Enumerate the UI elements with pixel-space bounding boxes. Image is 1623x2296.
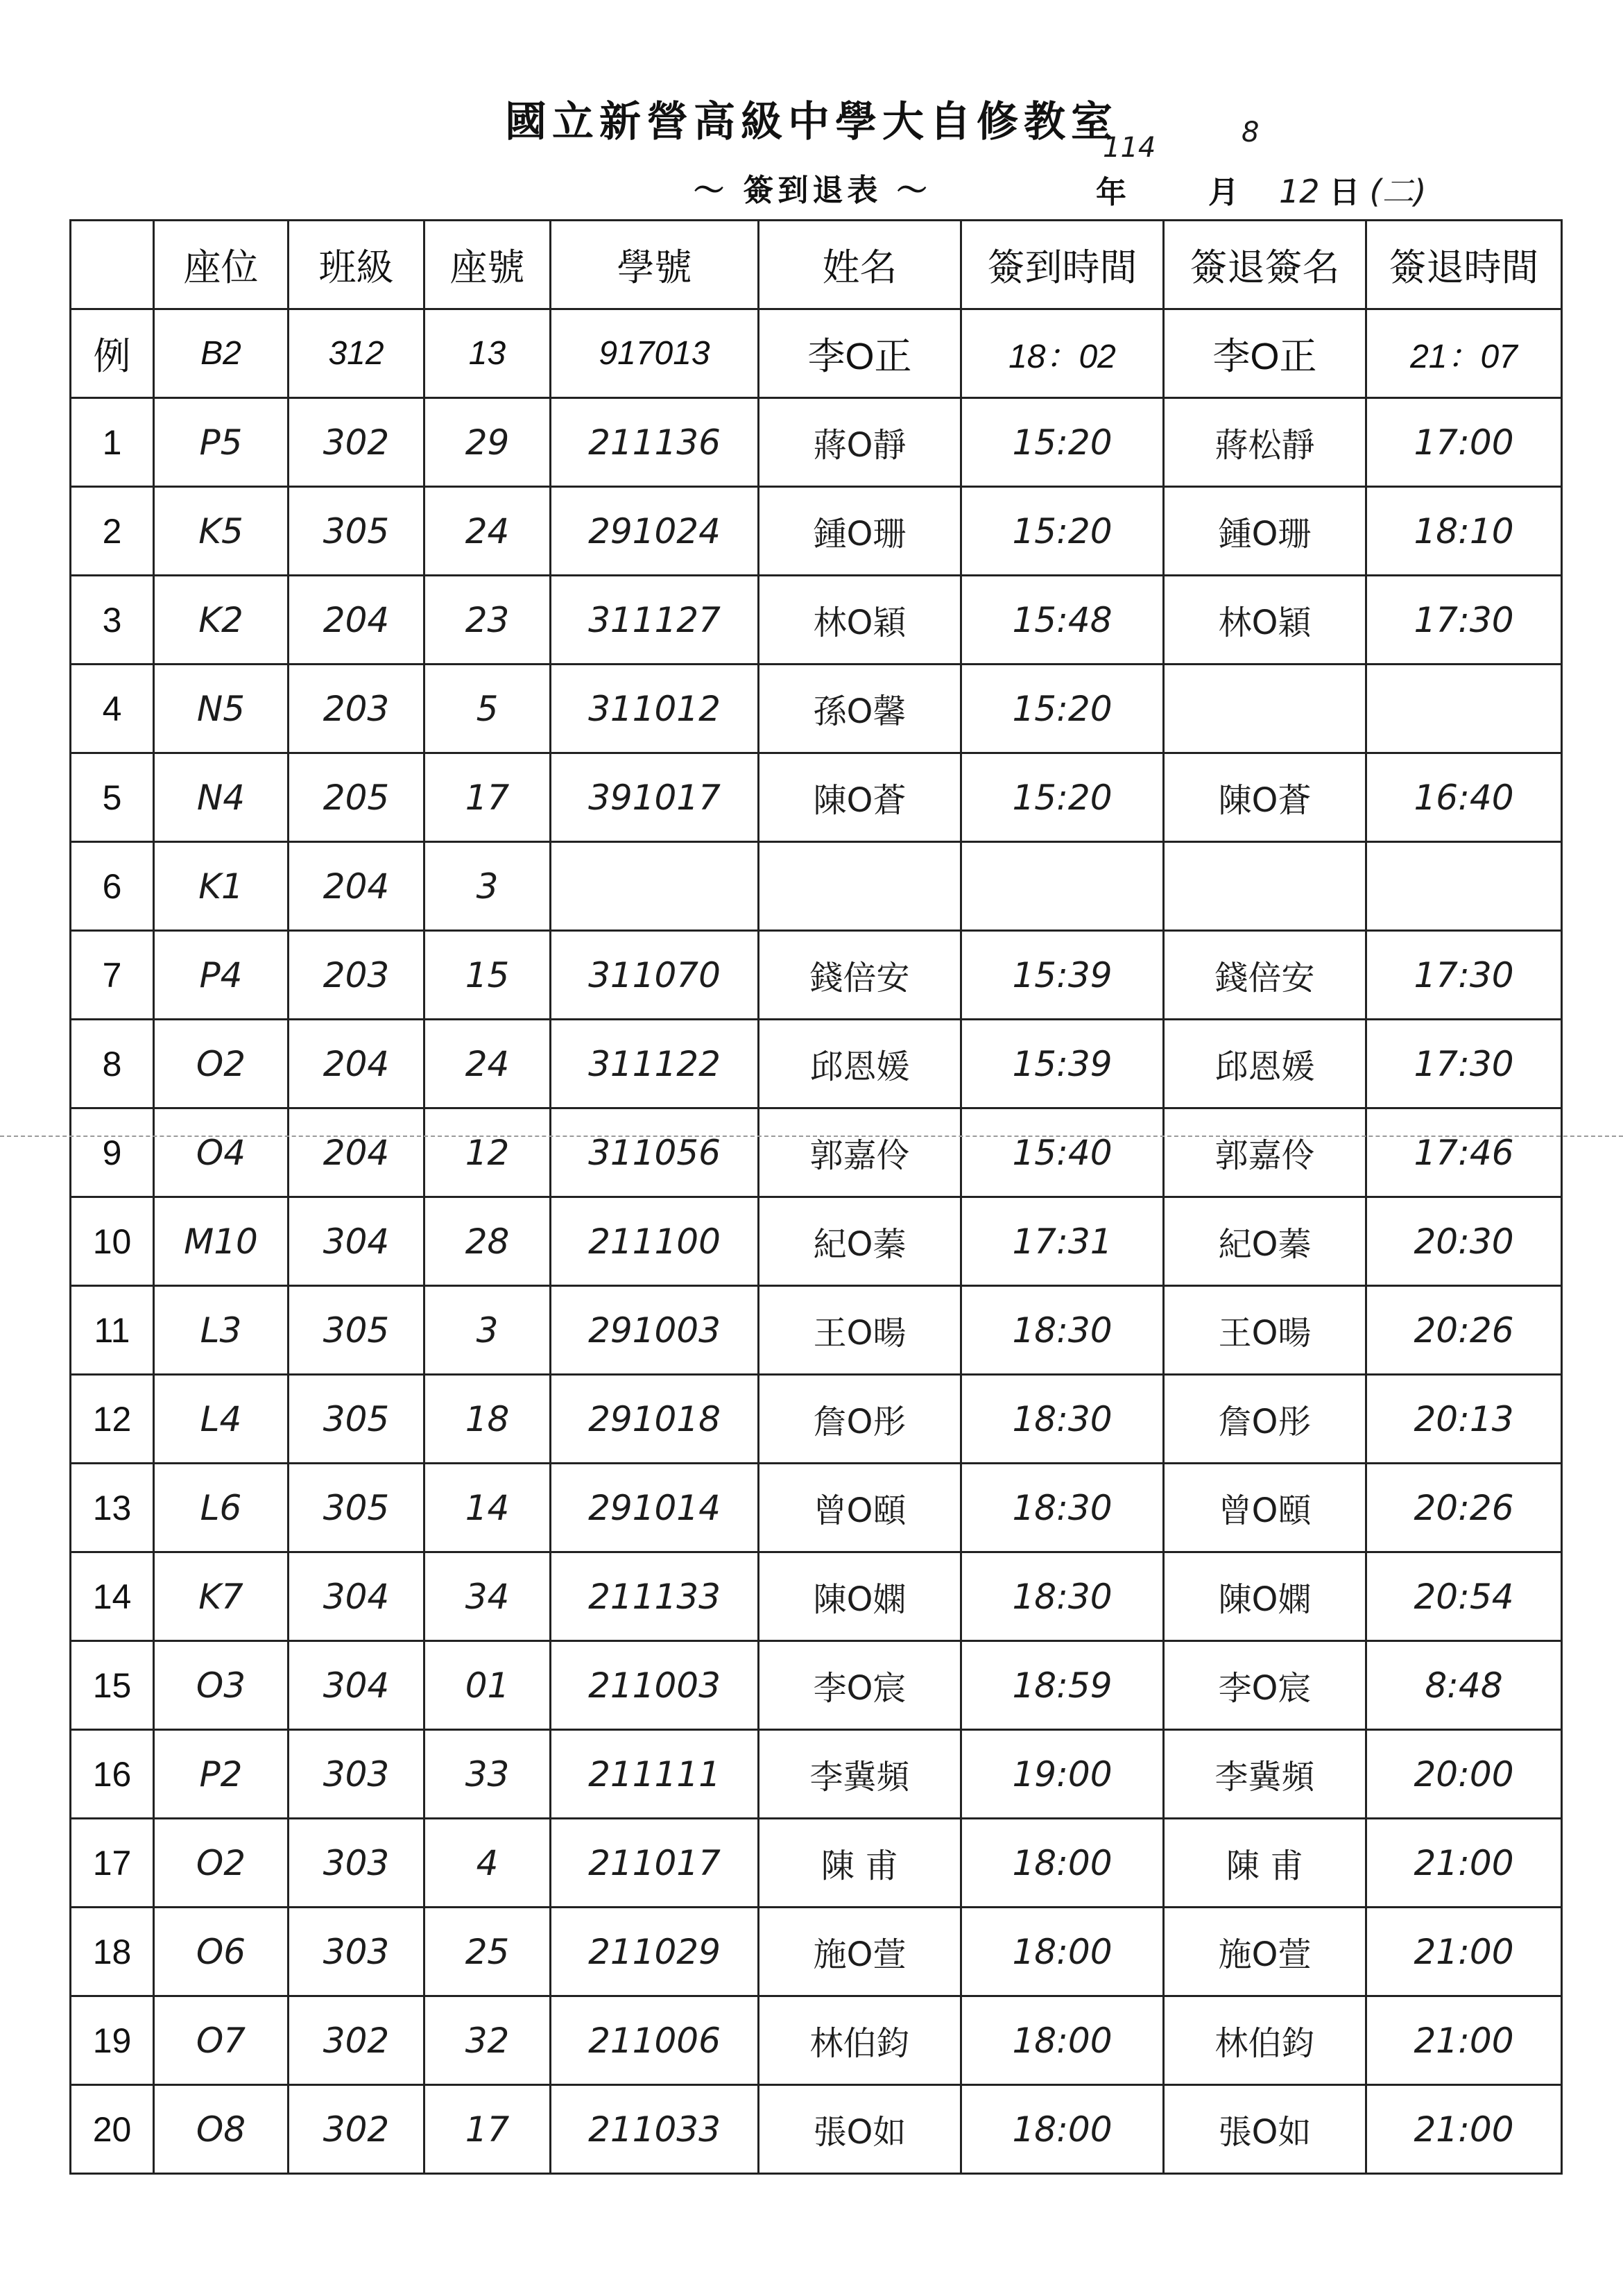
table-row [71,1641,1562,1730]
checkin-time-cell: 15:39 [961,931,1164,1020]
table-row [71,1908,1562,1996]
seat-cell: P4 [154,931,289,1020]
signout-name-cell: 施O萱 [1164,1908,1366,1996]
table-row [71,1996,1562,2085]
student-id-cell: 391017 [551,753,759,842]
name-cell: 王O暘 [759,1286,961,1375]
col-header-seat-no: 座號 [424,221,551,309]
checkout-time-cell: 17:30 [1366,576,1562,665]
checkin-time-cell: 15:48 [961,576,1164,665]
row-number: 2 [71,487,154,576]
signout-name-cell: 郭嘉伶 [1164,1108,1366,1197]
name-cell: 李O宸 [759,1641,961,1730]
table-row [71,842,1562,931]
seat-no-cell: 24 [424,487,551,576]
signout-name-cell: 蔣松靜 [1164,398,1366,487]
checkout-time-cell: 21:00 [1366,2085,1562,2174]
form-title: 國立新營高級中學大自修教室 [505,98,1118,146]
name-cell: 錢倍安 [759,931,961,1020]
signout-name-cell: 紀O蓁 [1164,1197,1366,1286]
student-id-cell: 291024 [551,487,759,576]
student-id-cell: 291003 [551,1286,759,1375]
checkout-time-cell: 20:30 [1366,1197,1562,1286]
student-id-cell: 211100 [551,1197,759,1286]
signout-name-cell: 邱恩媛 [1164,1020,1366,1108]
seat-cell: O7 [154,1996,289,2085]
student-id-cell: 311127 [551,576,759,665]
date-day-handwritten: 12 [1279,173,1320,210]
class-cell: 204 [289,1020,424,1108]
student-id-cell: 211136 [551,398,759,487]
class-cell: 304 [289,1197,424,1286]
class-cell: 305 [289,487,424,576]
checkin-time-cell: 18:00 [961,1996,1164,2085]
checkout-time-cell: 8:48 [1366,1641,1562,1730]
seat-cell: N5 [154,665,289,753]
table-row [71,398,1562,487]
seat-no-cell: 15 [424,931,551,1020]
signout-name-cell: 張O如 [1164,2085,1366,2174]
seat-no-cell: 01 [424,1641,551,1730]
checkin-time-cell: 15:40 [961,1108,1164,1197]
example-seat-no: 13 [424,309,551,398]
checkin-time-cell: 15:20 [961,487,1164,576]
row-number: 5 [71,753,154,842]
table-row [71,576,1562,665]
seat-no-cell: 3 [424,842,551,931]
name-cell: 詹O彤 [759,1375,961,1464]
date-line [1096,166,1426,212]
student-id-cell: 211133 [551,1552,759,1641]
student-id-cell: 211017 [551,1819,759,1908]
row-number: 16 [71,1730,154,1819]
name-cell [759,842,961,931]
row-number: 1 [71,398,154,487]
seat-no-cell: 3 [424,1286,551,1375]
seat-cell: O6 [154,1908,289,1996]
table-row [71,1286,1562,1375]
table-row [71,1108,1562,1197]
col-header-index [71,221,154,309]
signout-name-cell: 曾O頤 [1164,1464,1366,1552]
checkout-time-cell: 17:30 [1366,1020,1562,1108]
name-cell: 陳 甫 [759,1819,961,1908]
checkout-time-cell: 20:26 [1366,1286,1562,1375]
example-checkin: 18：02 [961,309,1164,398]
seat-no-cell: 34 [424,1552,551,1641]
col-header-checkin-time: 簽到時間 [961,221,1164,309]
row-number: 17 [71,1819,154,1908]
signin-table [69,219,1563,2175]
signout-name-cell: 錢倍安 [1164,931,1366,1020]
class-cell: 305 [289,1375,424,1464]
checkin-time-cell: 18:59 [961,1641,1164,1730]
student-id-cell: 211006 [551,1996,759,2085]
class-cell: 303 [289,1819,424,1908]
student-id-cell: 311012 [551,665,759,753]
example-checkout: 21：07 [1366,309,1562,398]
checkin-time-cell: 18:00 [961,2085,1164,2174]
checkin-time-cell: 18:30 [961,1375,1164,1464]
row-number: 18 [71,1908,154,1996]
table-row [71,487,1562,576]
table-row [71,1730,1562,1819]
class-cell: 302 [289,1996,424,2085]
checkout-time-cell: 21:00 [1366,1996,1562,2085]
student-id-cell: 211033 [551,2085,759,2174]
name-cell: 紀O蓁 [759,1197,961,1286]
student-id-cell: 311070 [551,931,759,1020]
table-row [71,1819,1562,1908]
name-cell: 陳O蒼 [759,753,961,842]
class-cell: 305 [289,1464,424,1552]
checkin-time-cell: 15:20 [961,753,1164,842]
row-number: 13 [71,1464,154,1552]
checkout-time-cell [1366,842,1562,931]
class-cell: 305 [289,1286,424,1375]
seat-cell: K7 [154,1552,289,1641]
signout-name-cell: 林伯鈞 [1164,1996,1366,2085]
checkin-time-cell: 18:30 [961,1464,1164,1552]
name-cell: 張O如 [759,2085,961,2174]
signout-name-cell: 李冀頻 [1164,1730,1366,1819]
seat-no-cell: 4 [424,1819,551,1908]
table-row [71,665,1562,753]
name-cell: 李冀頻 [759,1730,961,1819]
name-cell: 施O萱 [759,1908,961,1996]
seat-no-cell: 17 [424,753,551,842]
checkin-time-cell: 18:30 [961,1286,1164,1375]
checkout-time-cell: 17:30 [1366,931,1562,1020]
seat-cell: N4 [154,753,289,842]
row-number: 8 [71,1020,154,1108]
col-header-checkout-time: 簽退時間 [1366,221,1562,309]
date-weekday-handwritten: (二) [1369,173,1427,210]
example-label: 例 [71,309,154,398]
seat-no-cell: 33 [424,1730,551,1819]
date-day-label: 日 [1329,175,1360,210]
example-name: 李O正 [759,309,961,398]
class-cell: 204 [289,1108,424,1197]
student-id-cell: 311122 [551,1020,759,1108]
student-id-cell [551,842,759,931]
checkout-time-cell: 20:54 [1366,1552,1562,1641]
col-header-signout-name: 簽退簽名 [1164,221,1366,309]
checkout-time-cell: 21:00 [1366,1819,1562,1908]
student-id-cell: 291014 [551,1464,759,1552]
student-id-cell: 211029 [551,1908,759,1996]
signout-name-cell: 陳O蒼 [1164,753,1366,842]
signout-name-cell: 陳 甫 [1164,1819,1366,1908]
example-signout-name: 李O正 [1164,309,1366,398]
seat-cell: O2 [154,1819,289,1908]
row-number: 12 [71,1375,154,1464]
name-cell: 林伯鈞 [759,1996,961,2085]
date-month-label: 月 [1208,175,1239,210]
seat-cell: K1 [154,842,289,931]
seat-no-cell: 18 [424,1375,551,1464]
table-row [71,931,1562,1020]
signout-name-cell: 林O穎 [1164,576,1366,665]
name-cell: 鍾O珊 [759,487,961,576]
col-header-class: 班級 [289,221,424,309]
table-row [71,1375,1562,1464]
checkin-time-cell [961,842,1164,931]
fold-line [0,1136,1623,1137]
signout-name-cell: 詹O彤 [1164,1375,1366,1464]
seat-cell: O8 [154,2085,289,2174]
checkin-time-cell: 19:00 [961,1730,1164,1819]
example-seat: B2 [154,309,289,398]
class-cell: 303 [289,1730,424,1819]
seat-no-cell: 14 [424,1464,551,1552]
signout-name-cell [1164,665,1366,753]
seat-cell: P5 [154,398,289,487]
signout-name-cell: 陳O嫻 [1164,1552,1366,1641]
example-row [71,309,1562,398]
seat-no-cell: 17 [424,2085,551,2174]
date-year-handwritten: 114 [1103,132,1156,164]
seat-no-cell: 24 [424,1020,551,1108]
seat-no-cell: 32 [424,1996,551,2085]
seat-cell: L6 [154,1464,289,1552]
table-row [71,1197,1562,1286]
date-month-handwritten: 8 [1242,117,1260,148]
seat-cell: P2 [154,1730,289,1819]
class-cell: 204 [289,842,424,931]
checkin-time-cell: 18:00 [961,1819,1164,1908]
row-number: 3 [71,576,154,665]
seat-no-cell: 28 [424,1197,551,1286]
name-cell: 蔣O靜 [759,398,961,487]
student-id-cell: 211111 [551,1730,759,1819]
class-cell: 302 [289,398,424,487]
seat-cell: O3 [154,1641,289,1730]
checkout-time-cell: 21:00 [1366,1908,1562,1996]
seat-no-cell: 29 [424,398,551,487]
table-row [71,1552,1562,1641]
seat-no-cell: 12 [424,1108,551,1197]
seat-no-cell: 25 [424,1908,551,1996]
class-cell: 204 [289,576,424,665]
student-id-cell: 291018 [551,1375,759,1464]
table-row [71,1464,1562,1552]
checkin-time-cell: 15:39 [961,1020,1164,1108]
class-cell: 205 [289,753,424,842]
name-cell: 陳O嫻 [759,1552,961,1641]
col-header-name: 姓名 [759,221,961,309]
student-id-cell: 311056 [551,1108,759,1197]
checkout-time-cell: 16:40 [1366,753,1562,842]
table-row [71,1020,1562,1108]
class-cell: 203 [289,931,424,1020]
header-row [71,221,1562,309]
class-cell: 304 [289,1641,424,1730]
row-number: 19 [71,1996,154,2085]
date-year-label: 年 [1096,175,1126,210]
signout-name-cell: 鍾O珊 [1164,487,1366,576]
row-number: 20 [71,2085,154,2174]
signout-name-cell [1164,842,1366,931]
signout-name-cell: 李O宸 [1164,1641,1366,1730]
table-row [71,753,1562,842]
seat-cell: L3 [154,1286,289,1375]
class-cell: 303 [289,1908,424,1996]
col-header-seat: 座位 [154,221,289,309]
row-number: 14 [71,1552,154,1641]
example-class: 312 [289,309,424,398]
table-row [71,2085,1562,2174]
checkin-time-cell: 15:20 [961,398,1164,487]
checkout-time-cell: 20:26 [1366,1464,1562,1552]
name-cell: 曾O頤 [759,1464,961,1552]
row-number: 7 [71,931,154,1020]
checkout-time-cell: 20:13 [1366,1375,1562,1464]
col-header-student-id: 學號 [551,221,759,309]
seat-cell: M10 [154,1197,289,1286]
name-cell: 林O穎 [759,576,961,665]
seat-cell: K5 [154,487,289,576]
example-student-id: 917013 [551,309,759,398]
signout-name-cell: 王O暘 [1164,1286,1366,1375]
row-number: 11 [71,1286,154,1375]
class-cell: 203 [289,665,424,753]
row-number: 4 [71,665,154,753]
seat-no-cell: 23 [424,576,551,665]
seat-cell: O4 [154,1108,289,1197]
class-cell: 304 [289,1552,424,1641]
row-number: 15 [71,1641,154,1730]
checkout-time-cell: 17:46 [1366,1108,1562,1197]
checkout-time-cell: 18:10 [1366,487,1562,576]
checkout-time-cell: 17:00 [1366,398,1562,487]
checkout-time-cell: 20:00 [1366,1730,1562,1819]
name-cell: 孫O馨 [759,665,961,753]
checkin-time-cell: 18:00 [961,1908,1164,1996]
class-cell: 302 [289,2085,424,2174]
checkin-time-cell: 18:30 [961,1552,1164,1641]
seat-cell: L4 [154,1375,289,1464]
student-id-cell: 211003 [551,1641,759,1730]
checkin-time-cell: 17:31 [961,1197,1164,1286]
checkin-time-cell: 15:20 [961,665,1164,753]
seat-no-cell: 5 [424,665,551,753]
row-number: 10 [71,1197,154,1286]
name-cell: 郭嘉伶 [759,1108,961,1197]
row-number: 9 [71,1108,154,1197]
row-number: 6 [71,842,154,931]
seat-cell: K2 [154,576,289,665]
form-subtitle: ～ 簽到退表 ～ [694,173,931,208]
checkout-time-cell [1366,665,1562,753]
seat-cell: O2 [154,1020,289,1108]
name-cell: 邱恩媛 [759,1020,961,1108]
